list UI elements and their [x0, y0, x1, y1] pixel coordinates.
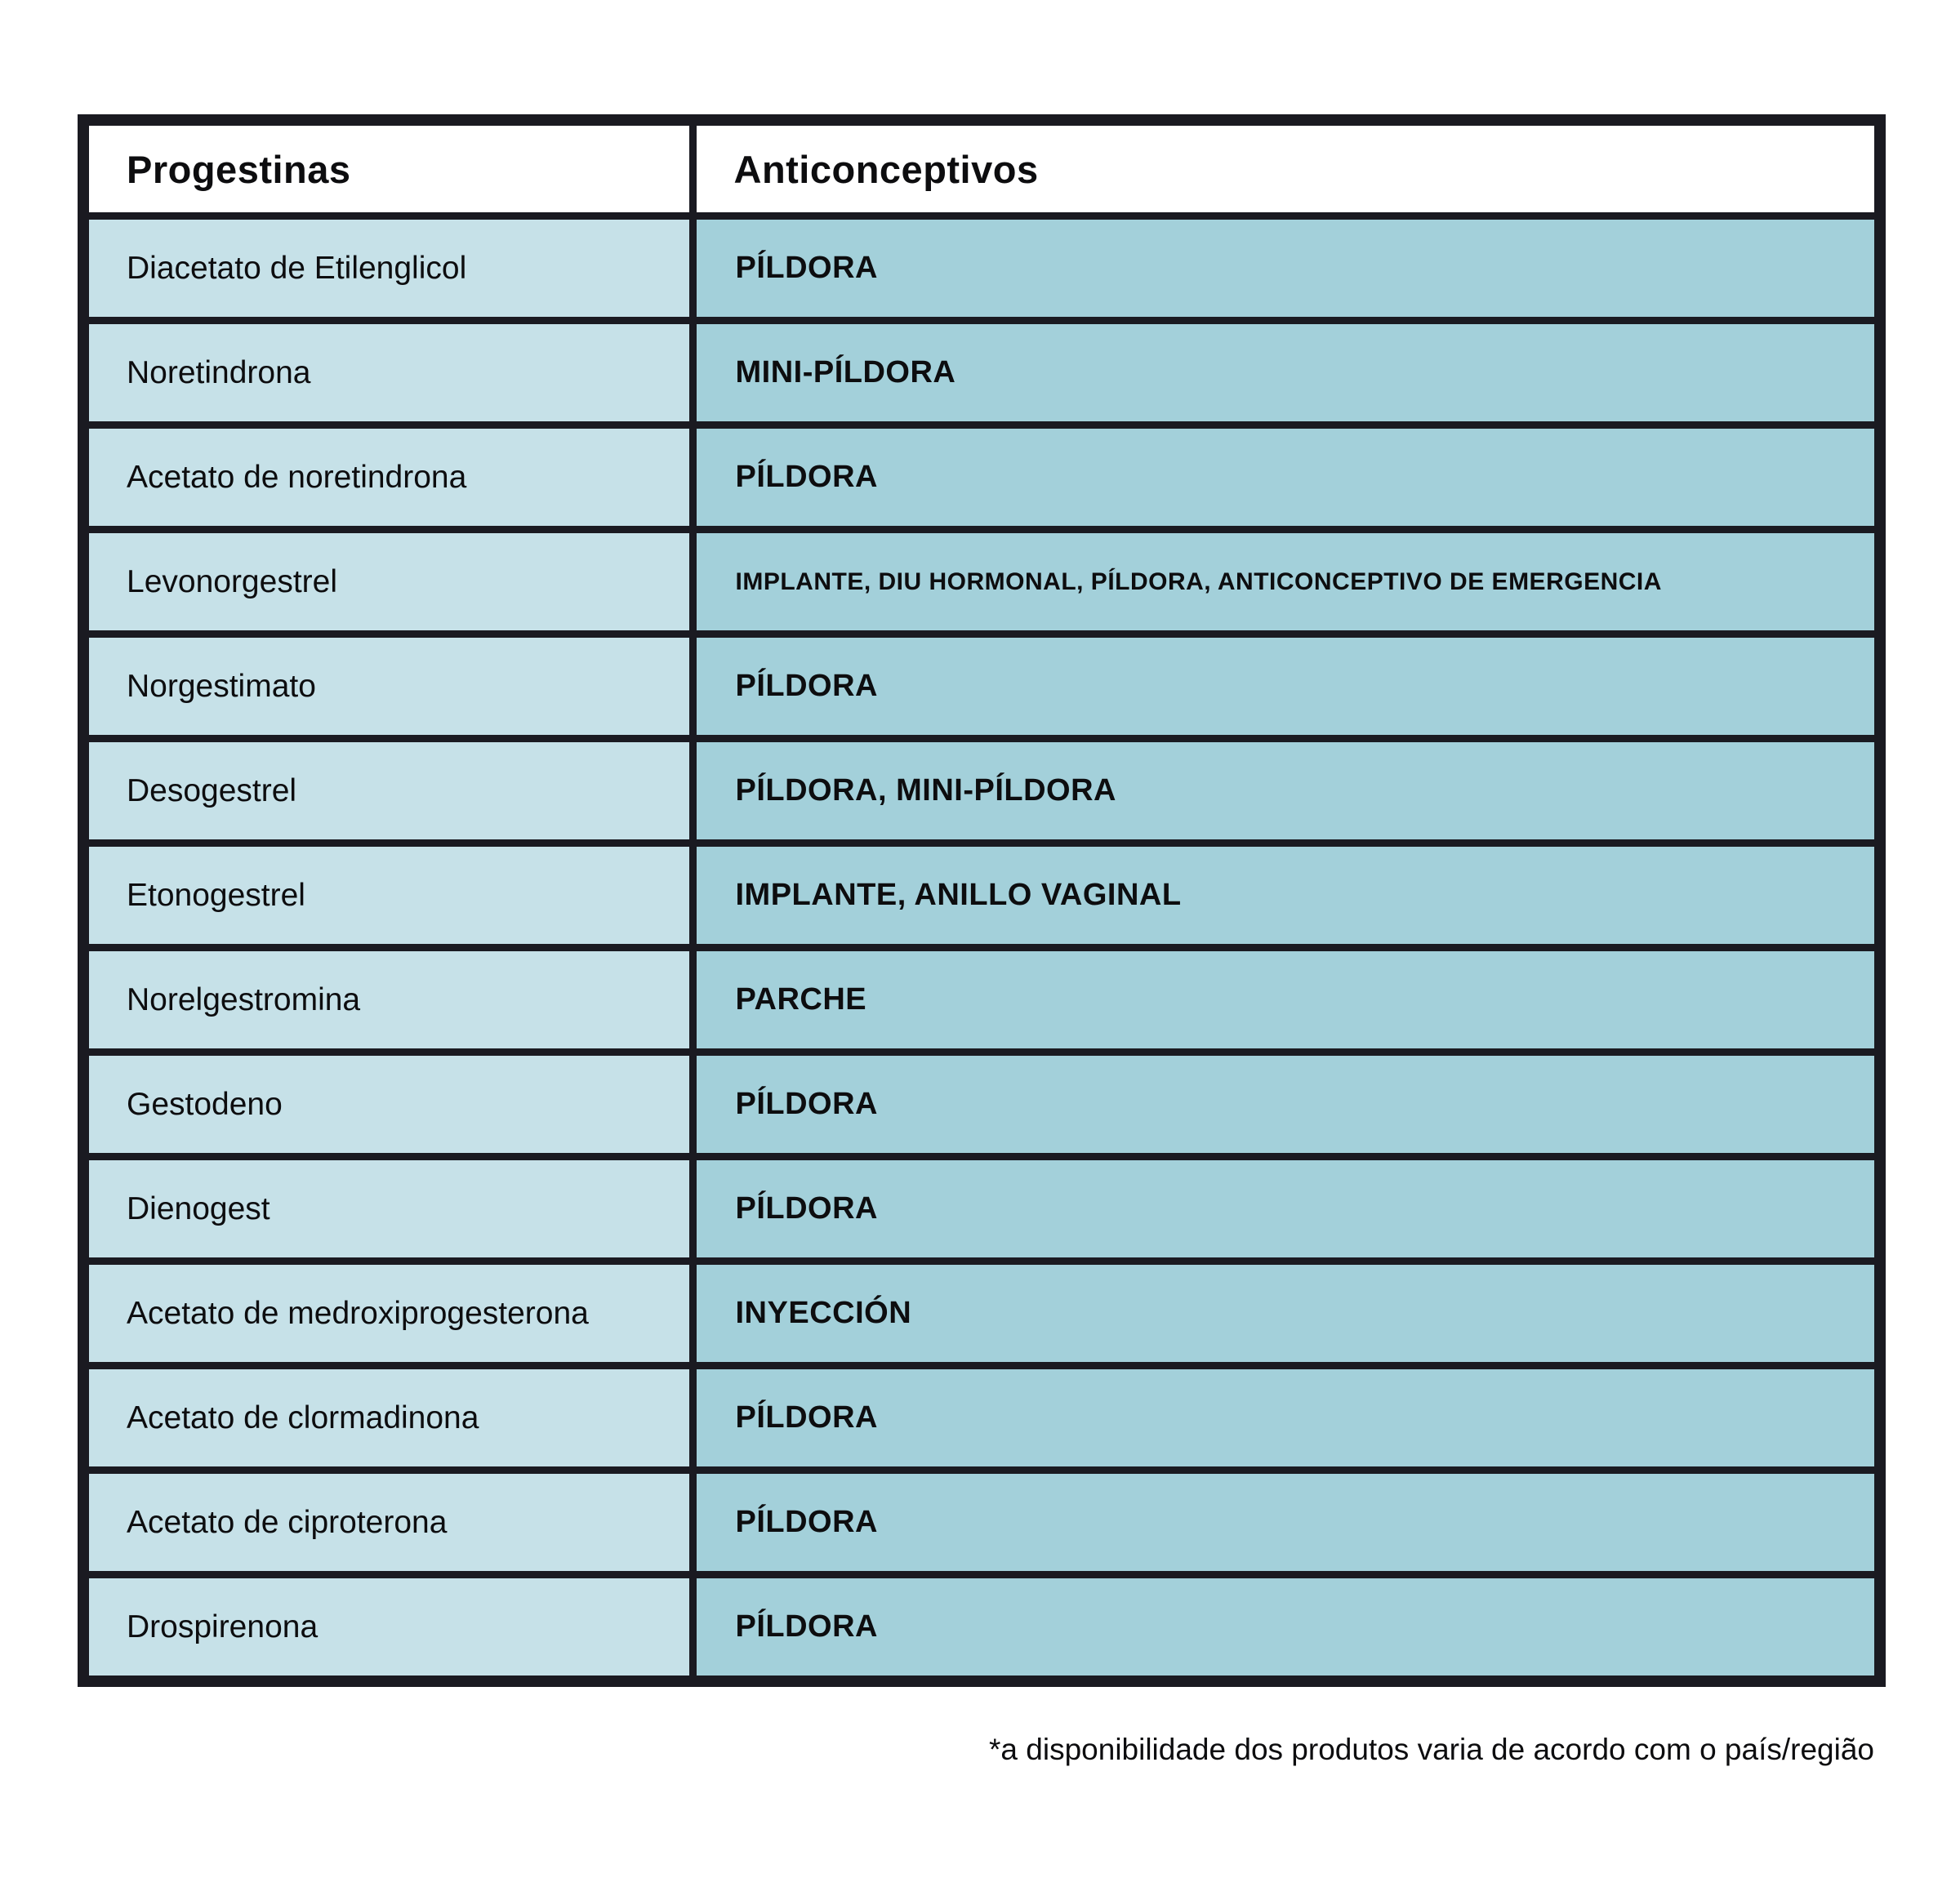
progestin-name-cell: Gestodeno: [83, 1052, 693, 1157]
table-row: [83, 1471, 1880, 1575]
table-row: [83, 1052, 1880, 1157]
contraceptives-column-header: Anticonceptivos: [693, 120, 1880, 216]
progestin-name-cell: Acetato de clormadinona: [83, 1366, 693, 1471]
table-row: [83, 843, 1880, 948]
contraceptive-types-cell: PÍLDORA: [693, 216, 1880, 321]
table-row: [83, 1157, 1880, 1262]
progestin-name-cell: Acetato de medroxiprogesterona: [83, 1262, 693, 1366]
table-row: [83, 948, 1880, 1052]
progestin-name-cell: Desogestrel: [83, 739, 693, 843]
progestins-table-container: [78, 114, 1886, 1687]
progestin-name-cell: Norelgestromina: [83, 948, 693, 1052]
contraceptive-types-cell: PÍLDORA: [693, 425, 1880, 530]
progestin-name-cell: Noretindrona: [83, 321, 693, 425]
table-row: [83, 739, 1880, 843]
table-row: [83, 1575, 1880, 1682]
table-row: [83, 321, 1880, 425]
progestin-name-cell: Diacetato de Etilenglicol: [83, 216, 693, 321]
progestin-name-cell: Etonogestrel: [83, 843, 693, 948]
contraceptive-types-cell: MINI-PÍLDORA: [693, 321, 1880, 425]
availability-footnote: *a disponibilidade dos produtos varia de acordo com o país/região: [989, 1733, 1874, 1766]
table-row: [83, 530, 1880, 634]
contraceptive-types-cell: PÍLDORA: [693, 1366, 1880, 1471]
contraceptive-types-cell: PÍLDORA: [693, 1157, 1880, 1262]
progestin-name-cell: Acetato de noretindrona: [83, 425, 693, 530]
contraceptive-types-cell: IMPLANTE, ANILLO VAGINAL: [693, 843, 1880, 948]
progestin-name-cell: Drospirenona: [83, 1575, 693, 1682]
progestin-name-cell: Acetato de ciproterona: [83, 1471, 693, 1575]
contraceptive-types-cell: IMPLANTE, DIU HORMONAL, PÍLDORA, ANTICONCEPTIVO DE EMERGENCIA: [693, 530, 1880, 634]
table-row: [83, 634, 1880, 739]
table-row: [83, 1366, 1880, 1471]
contraceptive-types-cell: PÍLDORA: [693, 1575, 1880, 1682]
progestin-name-cell: Levonorgestrel: [83, 530, 693, 634]
progestins-table: [78, 114, 1886, 1687]
header-row: [83, 120, 1880, 216]
contraceptive-types-cell: PARCHE: [693, 948, 1880, 1052]
progestin-name-cell: Dienogest: [83, 1157, 693, 1262]
contraceptive-types-cell: PÍLDORA: [693, 1471, 1880, 1575]
table-row: [83, 1262, 1880, 1366]
progestins-column-header: Progestinas: [83, 120, 693, 216]
contraceptive-types-cell: PÍLDORA, MINI-PÍLDORA: [693, 739, 1880, 843]
contraceptive-types-cell: PÍLDORA: [693, 1052, 1880, 1157]
table-row: [83, 425, 1880, 530]
table-row: [83, 216, 1880, 321]
contraceptive-types-cell: INYECCIÓN: [693, 1262, 1880, 1366]
progestin-name-cell: Norgestimato: [83, 634, 693, 739]
contraceptive-types-cell: PÍLDORA: [693, 634, 1880, 739]
